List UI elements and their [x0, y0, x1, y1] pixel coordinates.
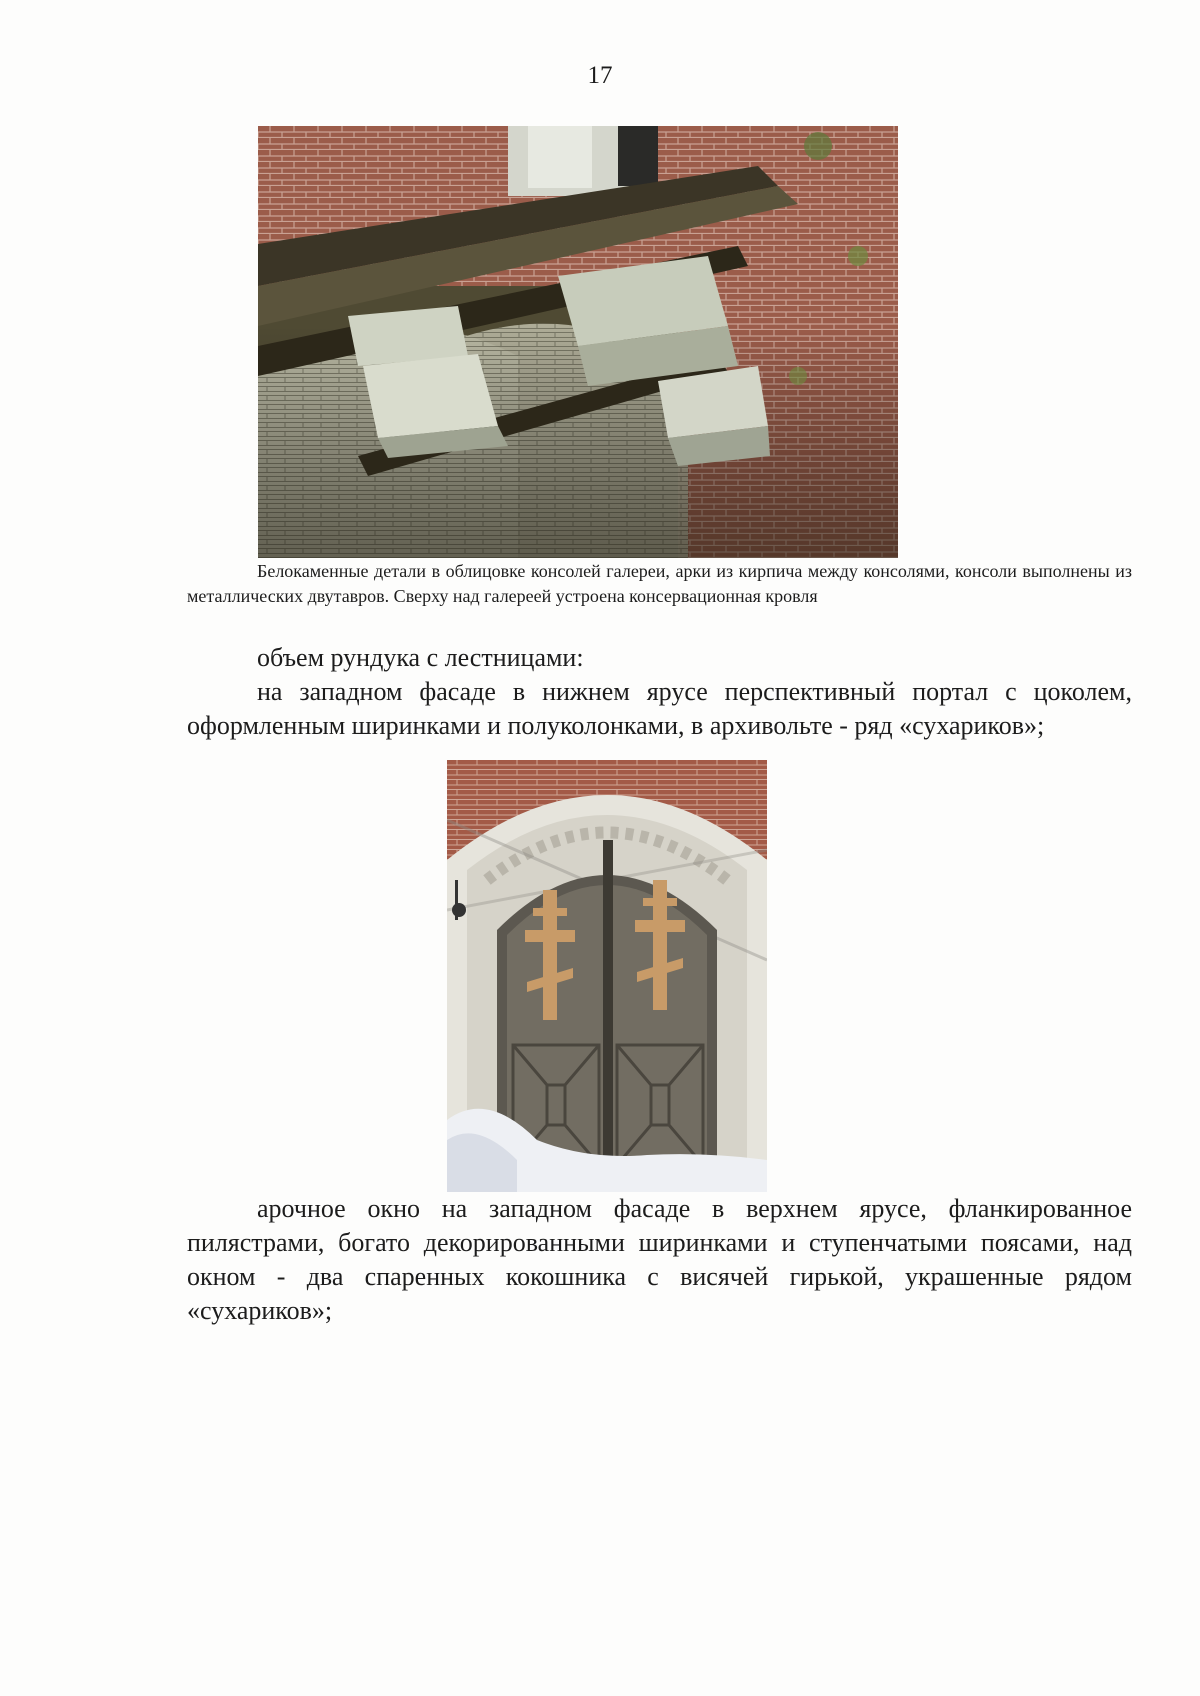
page-number: 17	[587, 62, 613, 89]
paragraph-portal: на западном фасаде в нижнем ярусе перспективный портал с цоколем, оформленным ширинками и полуколонками, в архивольте - ряд «сухариков»;	[187, 677, 1132, 740]
paragraph-porch: объем рундука с лестницами:	[257, 643, 584, 672]
gallery-consoles-photo	[258, 126, 898, 558]
paragraph-window: арочное окно на западном фасаде в верхнем ярусе, фланкированное пилястрами, богато декорированными ширинками и ступенчатыми поясами, над окном - два спаренных кокошника с висячей гирькой, украшенные рядом «сухариков»;	[187, 1194, 1132, 1325]
portal-doors-photo	[447, 760, 767, 1192]
figure-caption: Белокаменные детали в облицовке консолей галереи, арки из кирпича между консолями, консоли выполнены из металлических двутавров. Сверху над галереей устроена консервационная кровля	[187, 561, 1132, 606]
